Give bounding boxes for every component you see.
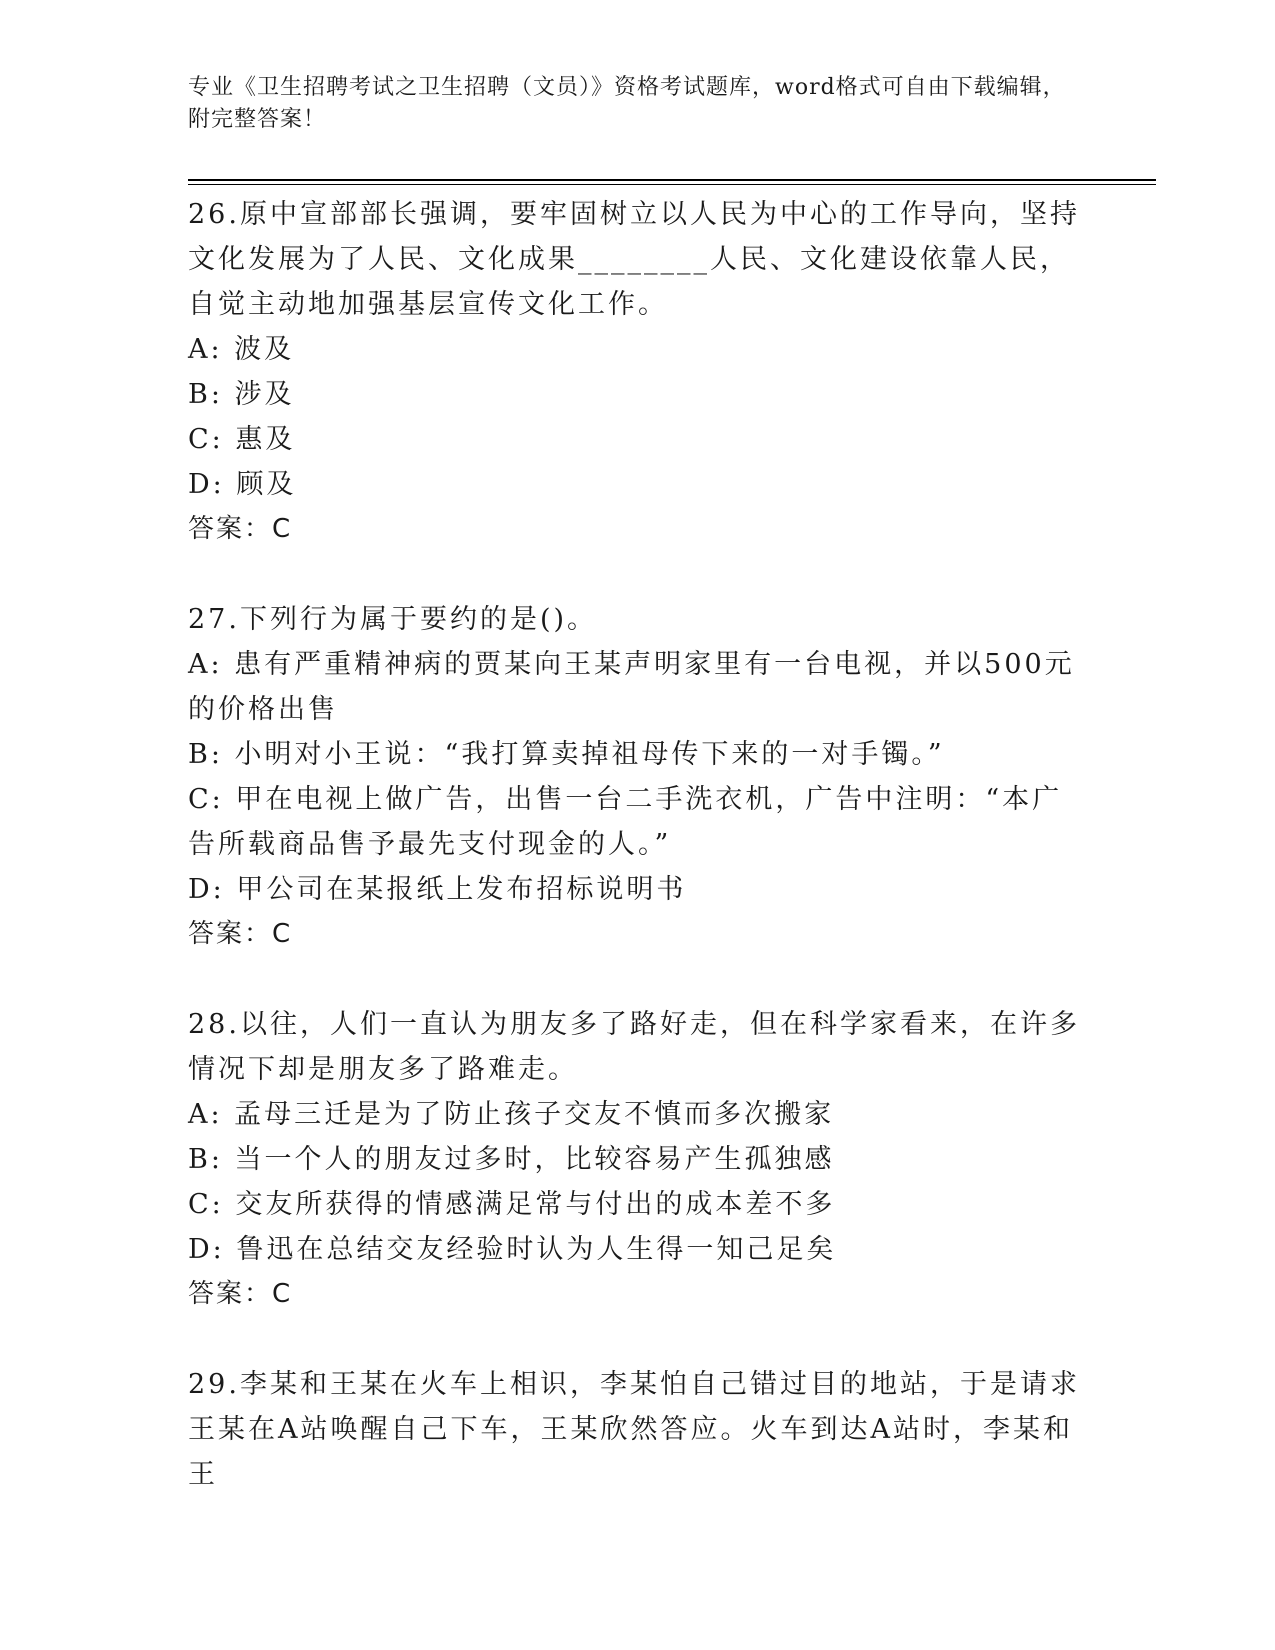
document-header: 专业《卫生招聘考试之卫生招聘（文员）》资格考试题库，word格式可自由下载编辑，附完整答案！ xyxy=(188,75,1066,132)
question-27 xyxy=(188,597,1088,957)
question-text: 29.李某和王某在火车上相识，李某怕自己错过目的地站，于是请求王某在A站唤醒自己下车，王某欣然答应。火车到达A站时，李某和王 xyxy=(188,1369,1080,1490)
option-d: D: 甲公司在某报纸上发布招标说明书 xyxy=(188,874,687,905)
question-text: 26.原中宣部部长强调，要牢固树立以人民为中心的工作导向，坚持文化发展为了人民、文化成果________人民、文化建设依靠人民，自觉主动地加强基层宣传文化工作。 xyxy=(188,199,1080,320)
question-text: 28.以往，人们一直认为朋友多了路好走，但在科学家看来，在许多情况下却是朋友多了路难走。 xyxy=(188,1009,1080,1085)
option-c: C: 甲在电视上做广告，出售一台二手洗衣机，广告中注明：“本广告所载商品售予最先支付现金的人。” xyxy=(188,784,1063,860)
answer: 答案：C xyxy=(188,1279,293,1309)
option-d: D: 顾及 xyxy=(188,469,297,500)
option-d: D: 鲁迅在总结交友经验时认为人生得一知己足矣 xyxy=(188,1234,837,1265)
header-divider-thin xyxy=(188,184,1156,185)
question-29 xyxy=(188,1362,1088,1497)
option-c: C: 交友所获得的情感满足常与付出的成本差不多 xyxy=(188,1189,836,1220)
question-28 xyxy=(188,1002,1088,1317)
option-a: A: 孟母三迁是为了防止孩子交友不慎而多次搬家 xyxy=(188,1099,835,1130)
option-a: A: 患有严重精神病的贾某向王某声明家里有一台电视，并以500元的价格出售 xyxy=(188,649,1075,725)
option-c: C: 惠及 xyxy=(188,424,296,455)
question-spacer xyxy=(188,957,1088,1002)
question-spacer xyxy=(188,552,1088,597)
header-divider-thick xyxy=(188,179,1156,181)
question-list xyxy=(188,192,1088,1497)
question-26 xyxy=(188,192,1088,552)
option-b: B: 当一个人的朋友过多时，比较容易产生孤独感 xyxy=(188,1144,835,1175)
option-a: A: 波及 xyxy=(188,334,295,365)
answer: 答案：C xyxy=(188,919,293,949)
option-b: B: 小明对小王说：“我打算卖掉祖母传下来的一对手镯。” xyxy=(188,739,945,770)
question-text: 27.下列行为属于要约的是()。 xyxy=(188,604,598,635)
answer: 答案：C xyxy=(188,514,293,544)
question-spacer xyxy=(188,1317,1088,1362)
option-b: B: 涉及 xyxy=(188,379,295,410)
